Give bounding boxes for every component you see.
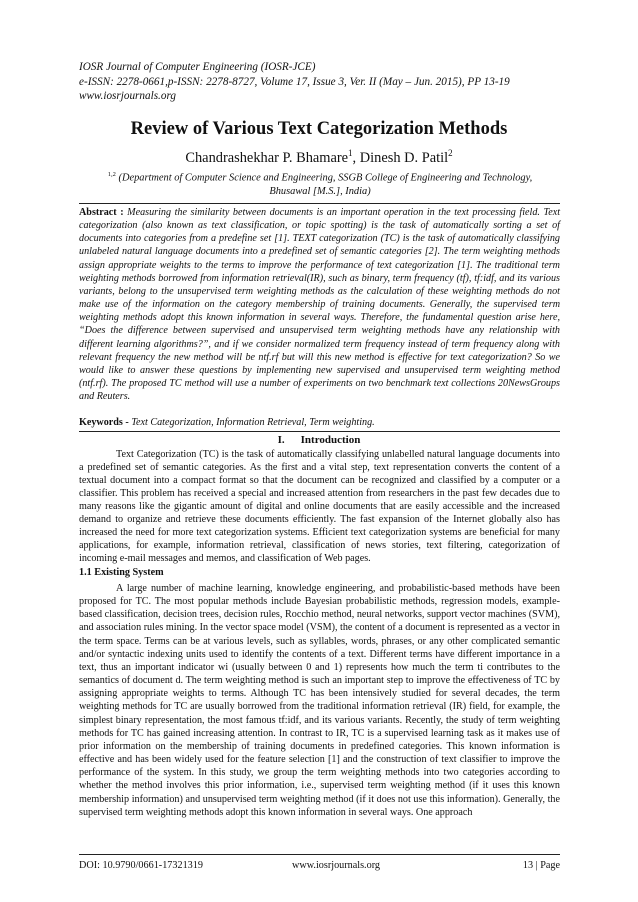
author-1: Chandrashekhar P. Bhamare <box>185 149 349 166</box>
abstract-label: Abstract : <box>79 207 124 218</box>
affiliation-sup: 1,2 <box>107 171 116 178</box>
author-2-sup: 2 <box>448 148 453 158</box>
author-separator: , <box>352 149 360 166</box>
abstract <box>79 206 560 403</box>
author-2: Dinesh D. Patil <box>359 149 449 166</box>
author-line <box>0 148 638 167</box>
footer-rule <box>79 854 560 855</box>
journal-header <box>79 60 559 104</box>
keywords <box>79 416 560 429</box>
subsection-heading: 1.1 Existing System <box>79 567 164 578</box>
abstract-top-rule <box>79 203 560 204</box>
footer-doi: DOI: 10.9790/0661-17321319 <box>79 860 203 871</box>
author-1-sup: 1 <box>348 148 353 158</box>
section-number: I. <box>277 434 285 446</box>
abstract-text: Measuring the similarity between documents is an important operation in the text processing field. Text categorization (also known as text classification, or topic spotting) is the task of automatically sorting a set of documents into categories from a predefine set [1]. TEXT categorization (TC) is the task of automatically classifying unlabeled natural language documents into a predefined set of semantic categories [2]. The term weighting methods assign appropriate weights to the terms to improve the performance of text categorization [1]. The traditional term weighting methods borrowed from information retrieval(IR), such as binary, term frequency (tf), tf:idf, and its various variants, belong to the unsupervised term weighting methods as the calculation of these weighting methods do not make use of the information on the category membership of training documents. Generally, the supervised term weighting methods adopt this known information in several ways. Therefore, the fundamental question arise here, “Does the difference between supervised and unsupervised term weighting methods have any relationship with different learning algorithms?”, and if we consider normalized term frequency instead of term frequency along with relevant frequency the new method will be ntf.rf but will this new method is effective for text categorization? So we would like to answer these questions by implementing new supervised and unsupervised term weighting method (ntf.rf). The proposed TC method will use a number of experiments on two benchmark text collections 20NewsGroups and Reuters. <box>79 207 561 403</box>
journal-issn-volume: e-ISSN: 2278-0661,p-ISSN: 2278-8727, Volume 17, Issue 3, Ver. II (May – Jun. 2015), PP 13-19 <box>79 75 510 88</box>
footer-website[interactable]: www.iosrjournals.org <box>292 860 381 871</box>
keywords-label: Keywords - <box>79 417 129 428</box>
introduction-paragraph: Text Categorization (TC) is the task of automatically classifying unlabelled natural language documents into a predefined set of semantic categories. As the first and a vital step, text representation converts the content of a textual document into a compact format so that the document can be recognized and classified by a computer or a classifier. This problem has received a special and increased attention from researchers in the past few decades due to many reasons like the gigantic amount of digital and online documents that are easily accessible and the increased demand to organize and retrieve these documents efficiently. The fast expansion of the Internet globally also has increased the need for more text categorization systems. Efficient text categorization systems are beneficial for many applications, for example, information retrieval, classification of news stories, text filtering, categorization of incoming e-mail messages and memos, and classification of Web pages. <box>79 449 560 565</box>
section-heading <box>0 434 638 446</box>
affiliation-text: (Department of Computer Science and Engineering, SSGB College of Engineering and Technology, Bhusawal [M.S.], India) <box>118 172 533 198</box>
section-title: Introduction <box>300 434 361 446</box>
paper-title: Review of Various Text Categorization Methods <box>130 119 508 139</box>
affiliation <box>90 168 550 199</box>
existing-system-paragraph: A large number of machine learning, knowledge engineering, and probabilistic-based methods have been proposed for TC. The most popular methods include Bayesian probabilistic methods, regression models, example-based classification, decision trees, decision rules, Rocchio method, neural networks, support vector machines (SVM), and association rules mining. In the vector space model (VSM), the content of a document is represented as a vector in the term space. Terms can be at various levels, such as syllables, words, phrases, or any other complicated semantic and/or syntactic indexing units used to identify the contents of a text. Different terms have different importance in a text, thus an important indicator wi (usually between 0 and 1) represents how much the term ti contributes to the semantics of document d. The term weighting method is such an important step to improve the effectiveness of TC by assigning appropriate weights to terms. Although TC has been intensively studied for several decades, the term weighting methods for TC are usually borrowed from the traditional information retrieval (IR) field, for example, the simplest binary representation, the most famous tf:idf, and its various variants. Recently, the study of term weighting methods for TC has gained increasing attention. In contrast to IR, TC is a supervised learning task as it makes use of prior information on the membership of training documents in predefined categories. This known information is effective and has been widely used for the feature selection [1] and the construction of text classifier to improve the performance of the system. In this study, we group the term weighting methods into two categories according to whether the method involves this prior information, i.e., supervised term weighting method (if it uses this known membership information) and unsupervised term weighting method (if it does not use this information). Generally, the supervised term weighting methods adopt this known information in several ways. One approach <box>79 583 560 818</box>
journal-website[interactable]: www.iosrjournals.org <box>79 90 176 103</box>
journal-name: IOSR Journal of Computer Engineering (IOSR-JCE) <box>79 61 316 73</box>
keywords-bottom-rule <box>79 431 560 432</box>
keywords-text: Text Categorization, Information Retrieval, Term weighting. <box>131 417 375 428</box>
footer-page-number: 13 | Page <box>522 860 560 871</box>
